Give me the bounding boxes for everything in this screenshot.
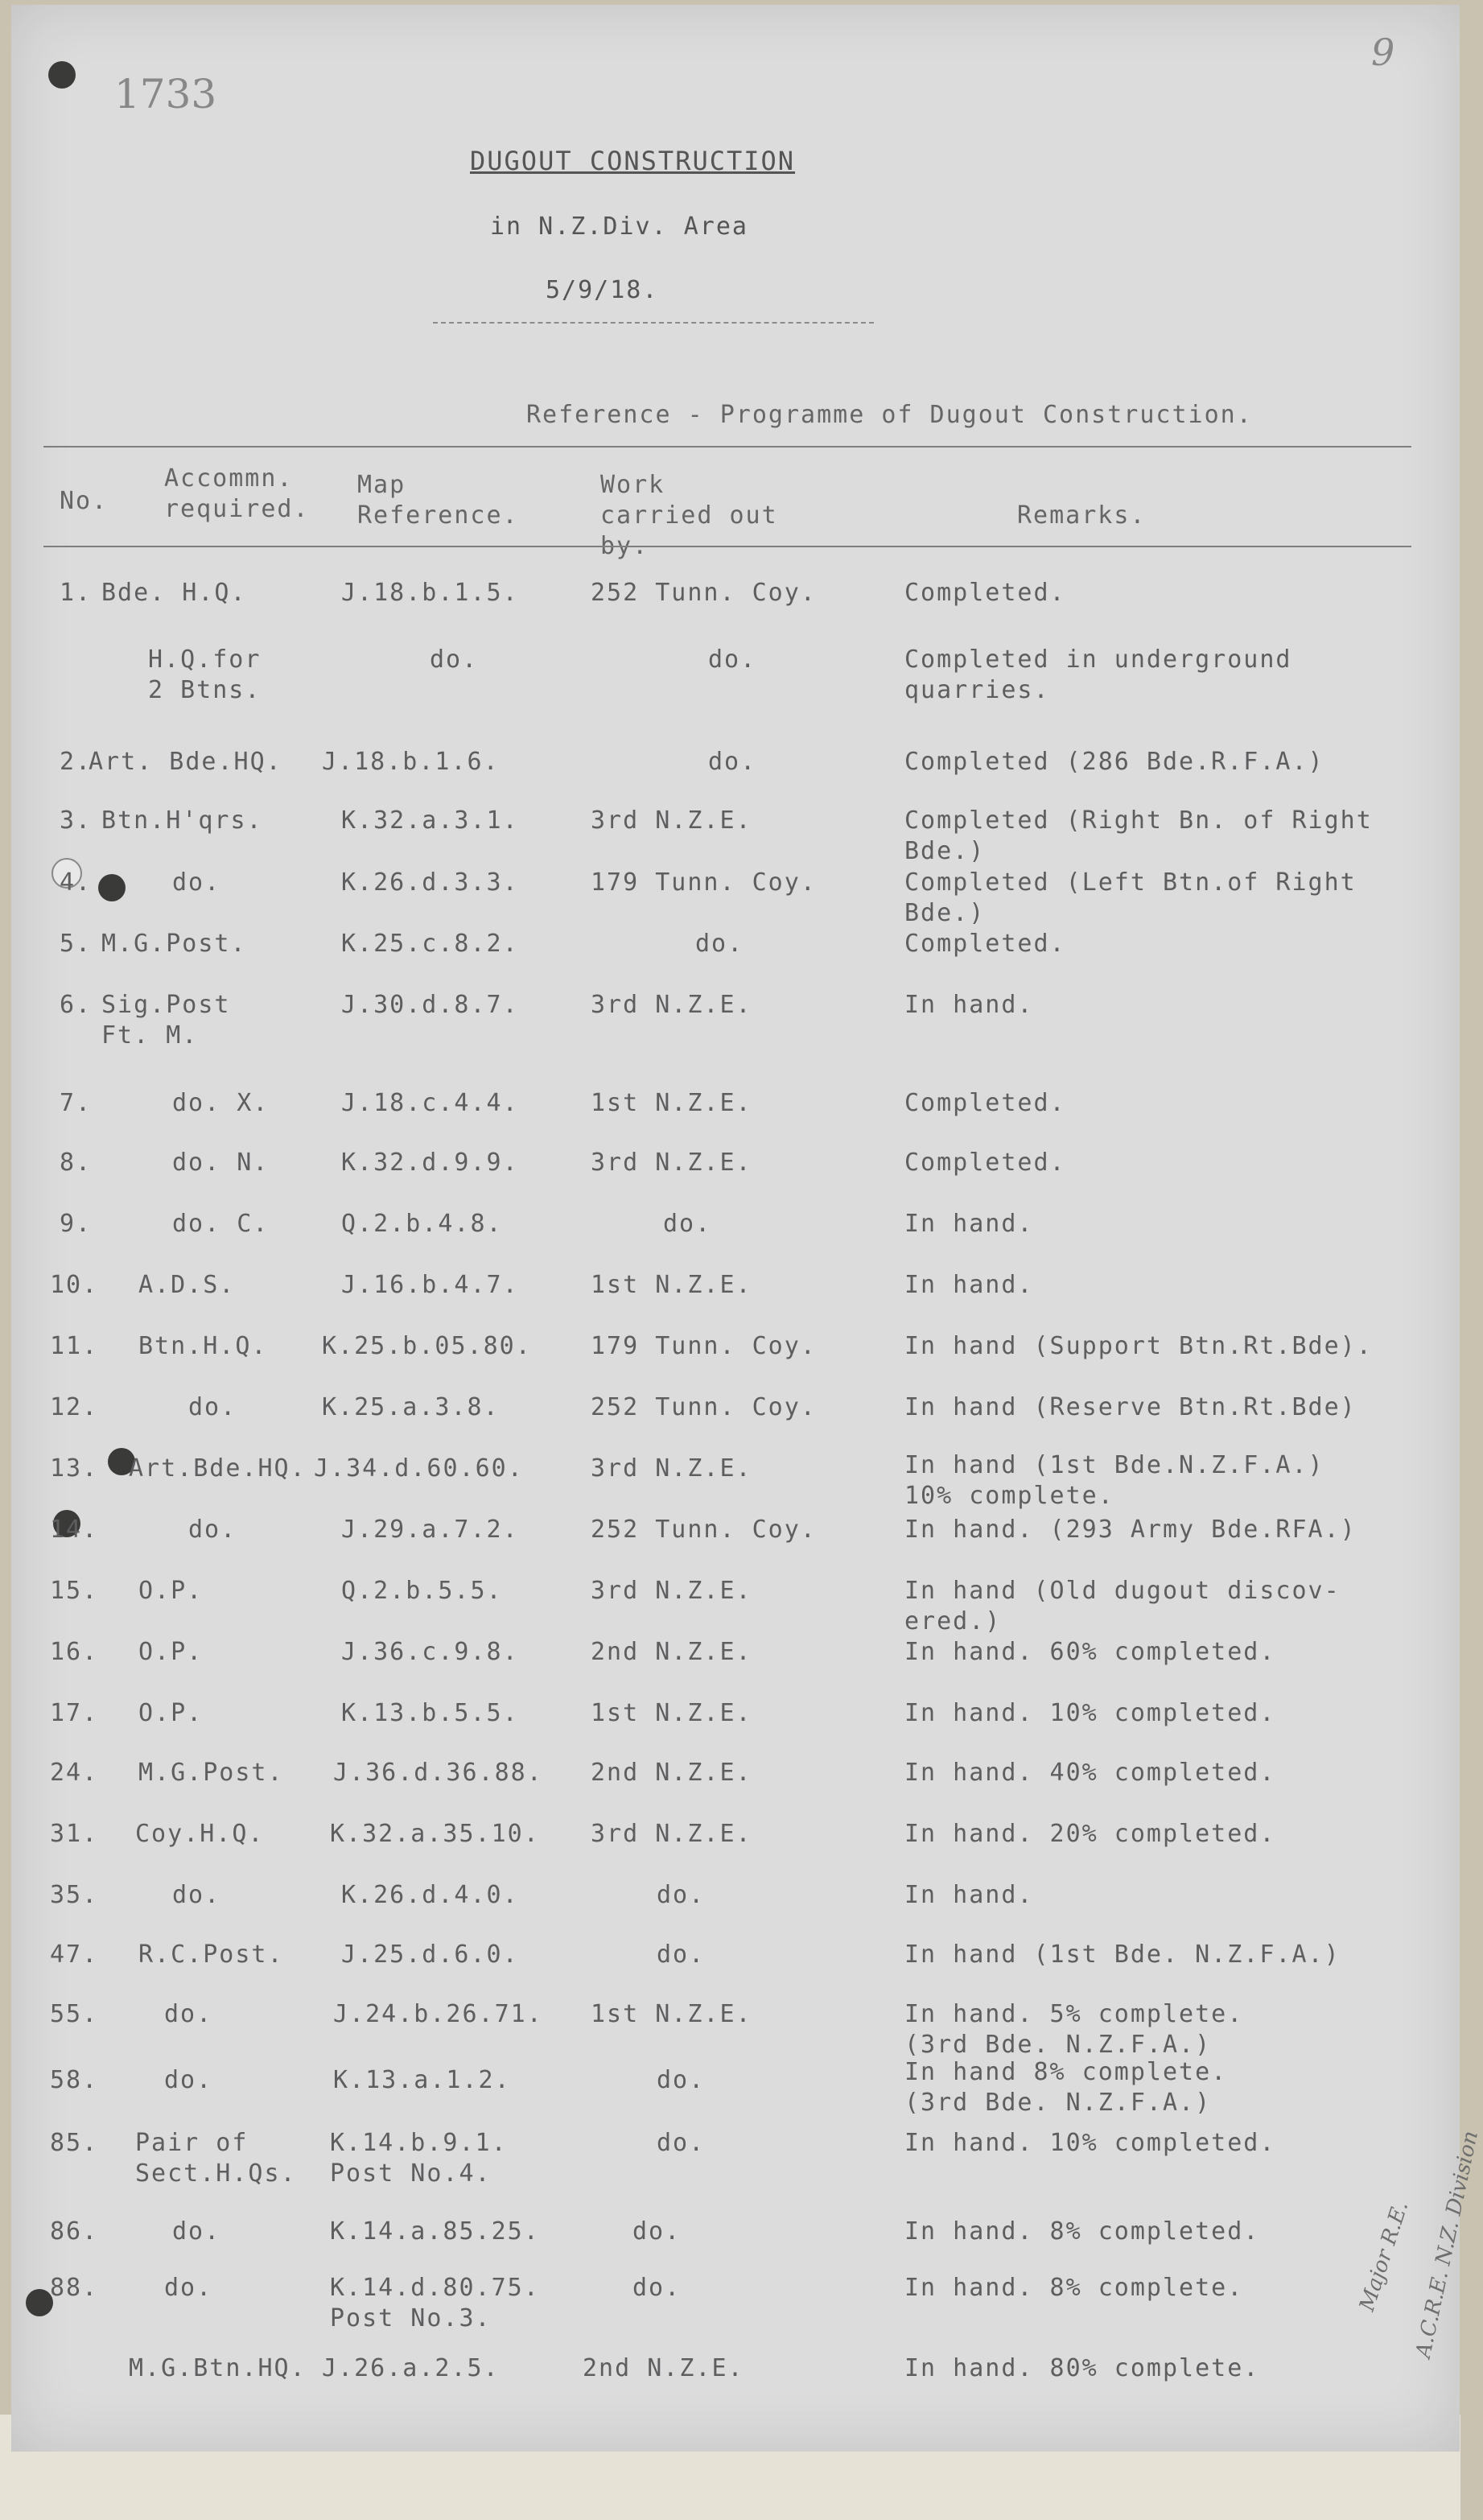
row-remarks: In hand. xyxy=(904,1210,1034,1238)
row-no: 2. xyxy=(60,748,93,776)
row-remarks: In hand (1st Bde.N.Z.F.A.) 10% complete. xyxy=(904,1451,1324,1510)
row-work-by: do. xyxy=(708,748,757,776)
row-accommodation: do. xyxy=(172,1881,221,1909)
row-work-by: do. xyxy=(657,2129,706,2157)
row-map-reference: J.16.b.4.7. xyxy=(341,1271,519,1299)
row-work-by: 2nd N.Z.E. xyxy=(591,1759,752,1787)
row-accommodation: M.G.Post. xyxy=(138,1759,284,1787)
row-accommodation: do. xyxy=(188,1516,237,1544)
row-work-by: 2nd N.Z.E. xyxy=(583,2354,744,2382)
reference-line: Reference - Programme of Dugout Construction. xyxy=(526,401,1253,429)
signature-title: A.C.R.E. N.Z. Division xyxy=(1411,2128,1483,2361)
row-no: 11. xyxy=(50,1332,99,1360)
row-map-reference: J.18.b.1.5. xyxy=(341,579,519,607)
page-number: 9 xyxy=(1371,31,1395,74)
row-map-reference: K.13.b.5.5. xyxy=(341,1699,519,1727)
row-map-reference: K.32.d.9.9. xyxy=(341,1149,519,1177)
document-subtitle: in N.Z.Div. Area xyxy=(490,212,748,241)
row-no: 12. xyxy=(50,1393,99,1421)
row-remarks: In hand (1st Bde. N.Z.F.A.) xyxy=(904,1941,1341,1969)
row-no: 85. xyxy=(50,2129,99,2157)
row-no: 58. xyxy=(50,2066,99,2094)
row-no: 8. xyxy=(60,1149,93,1177)
row-map-reference: Q.2.b.4.8. xyxy=(341,1210,503,1238)
signature-rank: Major R.E. xyxy=(1355,2198,1414,2315)
row-remarks: In hand. (293 Army Bde.RFA.) xyxy=(904,1516,1357,1544)
row-accommodation: Pair of Sect.H.Qs. xyxy=(135,2129,297,2188)
row-accommodation: Art.Bde.HQ. xyxy=(129,1454,307,1483)
document-page xyxy=(11,5,1483,2452)
row-work-by: 2nd N.Z.E. xyxy=(591,1638,752,1666)
row-map-reference: J.30.d.8.7. xyxy=(341,991,519,1019)
row-accommodation: R.C.Post. xyxy=(138,1941,284,1969)
row-remarks: In hand. xyxy=(904,1271,1034,1299)
row-accommodation: A.D.S. xyxy=(138,1271,236,1299)
row-no: 88. xyxy=(50,2274,99,2302)
row-map-reference: K.25.a.3.8. xyxy=(322,1393,500,1421)
table-top-rule xyxy=(43,446,1411,447)
row-work-by: 179 Tunn. Coy. xyxy=(591,868,817,897)
row-remarks: Completed. xyxy=(904,1089,1066,1117)
row-map-reference: K.25.c.8.2. xyxy=(341,930,519,958)
row-accommodation: do. xyxy=(172,868,221,897)
row-no: 14. xyxy=(50,1516,99,1544)
row-map-reference: J.24.b.26.71. xyxy=(333,2000,543,2028)
row-map-reference: K.14.b.9.1. Post No.4. xyxy=(330,2129,508,2188)
header-remarks: Remarks. xyxy=(1017,501,1147,530)
row-map-reference: K.25.b.05.80. xyxy=(322,1332,532,1360)
row-no: 35. xyxy=(50,1881,99,1909)
row-no: 15. xyxy=(50,1577,99,1605)
row-accommodation: O.P. xyxy=(138,1577,204,1605)
document-title: DUGOUT CONSTRUCTION xyxy=(470,146,796,176)
row-work-by: 1st N.Z.E. xyxy=(591,1089,752,1117)
row-work-by: do. xyxy=(632,2274,682,2302)
row-map-reference: J.29.a.7.2. xyxy=(341,1516,519,1544)
row-remarks: In hand. 10% completed. xyxy=(904,2129,1276,2157)
row-no: 55. xyxy=(50,2000,99,2028)
row-accommodation: do. X. xyxy=(172,1089,270,1117)
row-accommodation: Art. Bde.HQ. xyxy=(89,748,282,776)
header-no: No. xyxy=(60,487,109,515)
row-no: 7. xyxy=(60,1089,93,1117)
row-no: 1. xyxy=(60,579,93,607)
row-remarks: Completed (Left Btn.of Right Bde.) xyxy=(904,868,1357,927)
row-no: 17. xyxy=(50,1699,99,1727)
row-accommodation: Sig.Post Ft. M. xyxy=(101,991,231,1050)
row-remarks: Completed. xyxy=(904,930,1066,958)
row-work-by: 3rd N.Z.E. xyxy=(591,1577,752,1605)
row-map-reference: Q.2.b.5.5. xyxy=(341,1577,503,1605)
row-no: 47. xyxy=(50,1941,99,1969)
row-work-by: do. xyxy=(632,2217,682,2246)
row-accommodation: Bde. H.Q. xyxy=(101,579,247,607)
row-work-by: 1st N.Z.E. xyxy=(591,1699,752,1727)
row-accommodation: do. xyxy=(188,1393,237,1421)
row-work-by: do. xyxy=(663,1210,712,1238)
row-work-by: 3rd N.Z.E. xyxy=(591,1149,752,1177)
row-work-by: do. xyxy=(657,1881,706,1909)
row-remarks: Completed. xyxy=(904,1149,1066,1177)
punch-hole xyxy=(98,874,126,901)
row-map-reference: J.36.d.36.88. xyxy=(333,1759,543,1787)
row-work-by: 252 Tunn. Coy. xyxy=(591,1393,817,1421)
row-remarks: Completed (286 Bde.R.F.A.) xyxy=(904,748,1324,776)
row-no: 3. xyxy=(60,806,93,835)
row-accommodation: M.G.Post. xyxy=(101,930,247,958)
row-accommodation: do. xyxy=(164,2066,213,2094)
row-remarks: In hand (Support Btn.Rt.Bde). xyxy=(904,1332,1373,1360)
row-accommodation: do. xyxy=(172,2217,221,2246)
row-accommodation: do. xyxy=(164,2274,213,2302)
title-divider xyxy=(433,322,874,324)
row-no: 16. xyxy=(50,1638,99,1666)
row-remarks: In hand. 60% completed. xyxy=(904,1638,1276,1666)
punch-hole xyxy=(48,61,76,89)
row-no: 13. xyxy=(50,1454,99,1483)
row-remarks: In hand. xyxy=(904,991,1034,1019)
row-accommodation: H.Q.for 2 Btns. xyxy=(148,645,262,704)
row-accommodation: Btn.H.Q. xyxy=(138,1332,268,1360)
row-accommodation: Btn.H'qrs. xyxy=(101,806,263,835)
row-map-reference: do. xyxy=(430,645,479,674)
row-work-by: 3rd N.Z.E. xyxy=(591,1454,752,1483)
row-remarks: In hand. 10% completed. xyxy=(904,1699,1276,1727)
header-accommodation: Accommn. required. xyxy=(164,464,310,523)
row-accommodation: do. xyxy=(164,2000,213,2028)
row-map-reference: K.32.a.35.10. xyxy=(330,1820,540,1848)
file-number: 1733 xyxy=(114,71,217,118)
row-map-reference: K.13.a.1.2. xyxy=(333,2066,511,2094)
row-remarks: In hand. 8% completed. xyxy=(904,2217,1260,2246)
row-work-by: 252 Tunn. Coy. xyxy=(591,1516,817,1544)
row-accommodation: M.G.Btn.HQ. xyxy=(129,2354,307,2382)
row-remarks: Completed (Right Bn. of Right Bde.) xyxy=(904,806,1373,865)
row-map-reference: K.26.d.4.0. xyxy=(341,1881,519,1909)
row-accommodation: O.P. xyxy=(138,1638,204,1666)
row-map-reference: K.14.a.85.25. xyxy=(330,2217,540,2246)
row-no: 9. xyxy=(60,1210,93,1238)
row-work-by: 179 Tunn. Coy. xyxy=(591,1332,817,1360)
row-map-reference: J.26.a.2.5. xyxy=(322,2354,500,2382)
row-remarks: In hand. 8% complete. xyxy=(904,2274,1244,2302)
row-remarks: In hand 8% complete. (3rd Bde. N.Z.F.A.) xyxy=(904,2058,1228,2117)
row-work-by: do. xyxy=(657,2066,706,2094)
row-map-reference: J.34.d.60.60. xyxy=(314,1454,524,1483)
row-map-reference: K.14.d.80.75. Post No.3. xyxy=(330,2274,540,2332)
row-no: 31. xyxy=(50,1820,99,1848)
punch-hole xyxy=(26,2289,53,2316)
header-bottom-rule xyxy=(43,546,1411,547)
row-no: 6. xyxy=(60,991,93,1019)
row-work-by: 252 Tunn. Coy. xyxy=(591,579,817,607)
row-map-reference: J.18.c.4.4. xyxy=(341,1089,519,1117)
row-work-by: 3rd N.Z.E. xyxy=(591,806,752,835)
row-no: 4. xyxy=(60,868,93,897)
row-map-reference: J.18.b.1.6. xyxy=(322,748,500,776)
header-map-reference: Map Reference. xyxy=(357,471,519,530)
row-no: 86. xyxy=(50,2217,99,2246)
row-remarks: Completed. xyxy=(904,579,1066,607)
row-remarks: In hand. 80% complete. xyxy=(904,2354,1260,2382)
row-accommodation: Coy.H.Q. xyxy=(135,1820,265,1848)
signature-block xyxy=(1291,1969,1483,2371)
row-map-reference: K.26.d.3.3. xyxy=(341,868,519,897)
row-map-reference: J.36.c.9.8. xyxy=(341,1638,519,1666)
row-remarks: Completed in underground quarries. xyxy=(904,645,1292,704)
row-work-by: 1st N.Z.E. xyxy=(591,1271,752,1299)
row-accommodation: O.P. xyxy=(138,1699,204,1727)
row-map-reference: K.32.a.3.1. xyxy=(341,806,519,835)
row-no: 5. xyxy=(60,930,93,958)
row-work-by: do. xyxy=(708,645,757,674)
row-work-by: do. xyxy=(657,1941,706,1969)
row-remarks: In hand. 40% completed. xyxy=(904,1759,1276,1787)
row-no: 10. xyxy=(50,1271,99,1299)
header-work-carried-out-by: Work carried out by. xyxy=(600,471,778,560)
row-remarks: In hand. 5% complete. (3rd Bde. N.Z.F.A.) xyxy=(904,2000,1244,2059)
document-date: 5/9/18. xyxy=(546,276,659,304)
row-remarks: In hand. 20% completed. xyxy=(904,1820,1276,1848)
row-work-by: 3rd N.Z.E. xyxy=(591,991,752,1019)
row-remarks: In hand (Reserve Btn.Rt.Bde) xyxy=(904,1393,1357,1421)
row-accommodation: do. N. xyxy=(172,1149,270,1177)
row-work-by: 1st N.Z.E. xyxy=(591,2000,752,2028)
row-work-by: do. xyxy=(695,930,744,958)
row-work-by: 3rd N.Z.E. xyxy=(591,1820,752,1848)
row-remarks: In hand (Old dugout discov- ered.) xyxy=(904,1577,1341,1635)
row-remarks: In hand. xyxy=(904,1881,1034,1909)
row-no: 24. xyxy=(50,1759,99,1787)
row-accommodation: do. C. xyxy=(172,1210,270,1238)
row-map-reference: J.25.d.6.0. xyxy=(341,1941,519,1969)
